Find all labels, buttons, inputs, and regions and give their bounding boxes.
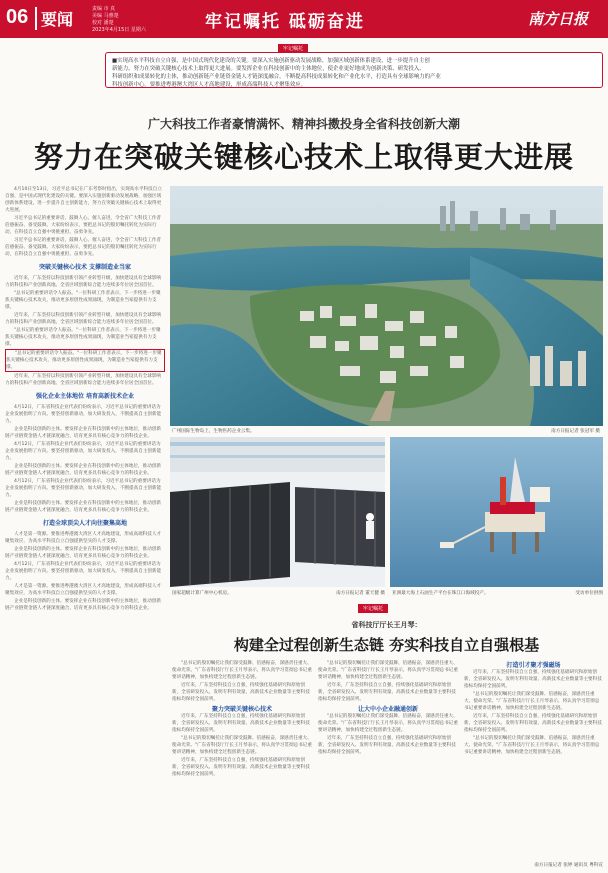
paragraph: 近年来，广东坚持科技自立自强，持续强化基础研究和原始创新，全省研发投入、发明专利有效量、高新技术企业数量等主要科技指标均保持全国前列。: [172, 714, 310, 733]
rig-photo-credit: 受访单位供图: [575, 591, 603, 596]
paragraph: 4月10日至13日，习近平总书记在广东考察时指出，实现高水平科技自立自强，是中国式现代化建设的关键。要深入实施创新驱动发展战略，加强区域创新体系建设，进一步提升自主创新能力，努力在突破关键核心技术上取得更大进展。: [5, 187, 162, 213]
paragraph: 4月12日，广东省科技企业代表们纷纷表示，习近平总书记的重要讲话为企业发展指明了方向。要坚持创新驱动，加大研发投入，不断提高自主创新能力。: [5, 405, 162, 424]
paragraph: "总书记的殷切嘱托让我们深受鼓舞、倍感振奋，深感责任重大、使命光荣。"广东省科技厅厅长王月琴表示，将认真学习贯彻总书记重要讲话精神，加快构建全过程创新生态链。: [172, 661, 312, 680]
paragraph: "总书记的殷切嘱托让我们深受鼓舞、倍感振奋，深感责任重大、使命光荣。"广东省科技厅厅长王月琴表示，将认真学习贯彻总书记重要讲话精神，加快构建全过程创新生态链。: [464, 692, 600, 711]
left-article-column: [5, 186, 165, 856]
paragraph: "总书记的殷切嘱托让我们深受鼓舞、倍感振奋，深感责任重大、使命光荣。"广东省科技厅厅长王月琴表示，将认真学习贯彻总书记重要讲话精神，加快构建全过程创新生态链。: [318, 661, 458, 680]
paragraph: 4月12日，广东省科技企业代表们纷纷表示，习近平总书记的重要讲话为企业发展指明了方向。要坚持创新驱动，加大研发投入，不断提高自主创新能力。: [5, 562, 162, 581]
section-subhead: 打造引才聚才强磁场: [506, 662, 561, 669]
section-subhead: 强化企业主体地位 培育高新技术企业: [35, 393, 135, 400]
paragraph: 企业是科技创新的主体。要发挥企业在科技创新中的主体地位，推动创新链产业链资金链人才链深度融合，培育更多具有核心竞争力的科技企业。: [5, 547, 162, 559]
paragraph: 人才是第一资源。要推进粤港澳大湾区人才高地建设，形成高端科技人才聚集效应，为高水平科技自立自强提供坚实的人才支撑。: [5, 532, 162, 544]
oil-rig-photo: [390, 437, 603, 587]
header-slogan: 牢记嘱托 砥砺奋进: [205, 12, 365, 32]
paragraph: 人才是第一资源。要推进粤港澳大湾区人才高地建设，形成高端科技人才聚集效应，为高水平科技自立自强提供坚实的人才支撑。: [5, 584, 162, 596]
second-article-subheadline: 省科技厅厅长王月琴：: [351, 620, 422, 629]
server-room-photo: [170, 437, 385, 587]
paragraph: "总书记的重要讲话令人振奋。"一位科研工作者表示，下一步将进一步聚焦关键核心技术攻关，推动更多原创性成果涌现，为制造业当家提供有力支撑。: [5, 291, 161, 310]
paragraph: 近年来，广东坚持以科技创新引领产业转型升级，加快建设具有全球影响力的科技和产业创新高地。全省区域创新综合能力连续多年位居全国首位。: [5, 276, 162, 288]
key-tips-label: 牢记嘱托: [278, 44, 308, 53]
paragraph: "总书记的重要讲话令人振奋。"一位科研工作者表示，下一步将进一步聚焦关键核心技术攻关，推动更多原创性成果涌现，为制造业当家提供有力支撑。: [5, 328, 161, 347]
paragraph: 习近平总书记的重要讲话，鼓舞人心、催人奋进，令全省广大科技工作者倍感振奋、备受鼓舞。大家纷纷表示，要把总书记的殷切嘱托转化为实际行动，在科技自立自强中勇挑重担、奋勇争先。: [5, 238, 162, 257]
article-subheadline: 广大科技工作者豪情满怀、精神抖擞投身全省科技创新大潮: [147, 117, 460, 131]
second-article-headline: 构建全过程创新生态链 夯实科技自立自强根基: [233, 636, 540, 654]
key-tips-box: ■实现高水平科技自立自强，是中国式现代化建设的关键。要深入实施创新驱动发展战略，加强区域创新体系建设，进一步提升自主创 新能力，努力在突破关键核心技术上取得更大进展。要发挥企业在科技创新中的主体地位，使企业更好地成为创新决策、研发投入、 科研组织和成果转化的主体，推动创新链产业链资金链人才链深度融合，不断提高科技成果转化和产业化水平，打造具有全球影响力的产业 科技创新中心。要推进粤港澳大湾区人才高地建设，形成高端科技人才聚集效应。: [105, 52, 603, 88]
second-article-label: 牢记嘱托: [358, 604, 388, 613]
paragraph: 近年来，广东坚持以科技创新引领产业转型升级，加快建设具有全球影响力的科技和产业创新高地。全省区域创新综合能力连续多年位居全国首位。: [5, 313, 162, 325]
section-subhead: 聚力突破关键核心技术: [211, 706, 272, 713]
paragraph: 近年来，广东坚持以科技创新引领产业转型升级，加快建设具有全球影响力的科技和产业创新高地。全省区域创新综合能力连续多年位居全国首位。: [5, 374, 162, 386]
page-number: 06: [6, 6, 29, 28]
paragraph: 近年来，广东坚持科技自立自强，持续强化基础研究和原始创新，全省研发投入、发明专利有效量、高新技术企业数量等主要科技指标均保持全国前列。: [172, 758, 310, 777]
paragraph: "总书记的殷切嘱托让我们深受鼓舞、倍感振奋，深感责任重大、使命光荣。"广东省科技厅厅长王月琴表示，将认真学习贯彻总书记重要讲话精神，加快构建全过程创新生态链。: [464, 736, 600, 755]
page-meta: 责编 市 真 美编 马雅楚 校对 潘楚 2023年4月15日 星期六: [92, 6, 146, 33]
paragraph: "总书记的殷切嘱托让我们深受鼓舞、倍感振奋，深感责任重大、使命光荣。"广东省科技厅厅长王月琴表示，将认真学习贯彻总书记重要讲话精神，加快构建全过程创新生态链。: [172, 736, 312, 755]
second-article-col-3: [464, 660, 603, 860]
server-photo-credit: 南方日报记者 董天健 摄: [336, 591, 385, 596]
paragraph: 4月12日，广东省科技企业代表们纷纷表示，习近平总书记的重要讲话为企业发展指明了方向。要坚持创新驱动，加大研发投入，不断提高自主创新能力。: [5, 479, 162, 498]
section-subhead: 打造全球顶尖人才向往聚集高地: [42, 520, 127, 527]
island-aerial-photo: [170, 186, 603, 426]
article-headline: 努力在突破关键核心技术上取得更大进展: [33, 140, 574, 174]
section-subhead: 让大中小企业融通创新: [357, 706, 418, 713]
paragraph: 近年来，广东坚持科技自立自强，持续强化基础研究和原始创新，全省研发投入、发明专利有效量、高新技术企业数量等主要科技指标均保持全国前列。: [318, 683, 456, 702]
highlighted-paragraph: "总书记的重要讲话令人振奋。"一位科研工作者表示，下一步将进一步聚焦关键核心技术攻关，推动更多原创性成果涌现，为制造业当家提供有力支撑。: [5, 349, 165, 372]
section-subhead: 突破关键核心技术 支撑制造业当家: [38, 264, 132, 271]
paragraph: 4月12日，广东省科技企业代表们纷纷表示，习近平总书记的重要讲话为企业发展指明了方向。要坚持创新驱动，加大研发投入，不断提高自主创新能力。: [5, 442, 162, 461]
paragraph: 企业是科技创新的主体。要发挥企业在科技创新中的主体地位，推动创新链产业链资金链人才链深度融合，培育更多具有核心竞争力的科技企业。: [5, 501, 162, 513]
second-article-col-1: [172, 660, 312, 865]
newspaper-logo: 南方日报: [528, 10, 589, 28]
paragraph: 企业是科技创新的主体。要发挥企业在科技创新中的主体地位，推动创新链产业链资金链人才链深度融合，培育更多具有核心竞争力的科技企业。: [5, 464, 162, 476]
rig-photo-caption: 亚洲最大海上石油生产平台在珠江口海域投产。: [392, 591, 489, 596]
main-photo-caption: 广州国际生物岛上，生物医药企业云集。: [172, 429, 255, 434]
paragraph: 近年来，广东坚持科技自立自强，持续强化基础研究和原始创新，全省研发投入、发明专利有效量、高新技术企业数量等主要科技指标均保持全国前列。: [464, 670, 602, 689]
paragraph: 近年来，广东坚持科技自立自强，持续强化基础研究和原始创新，全省研发投入、发明专利有效量、高新技术企业数量等主要科技指标均保持全国前列。: [318, 736, 456, 755]
paragraph: 近年来，广东坚持科技自立自强，持续强化基础研究和原始创新，全省研发投入、发明专利有效量、高新技术企业数量等主要科技指标均保持全国前列。: [464, 714, 602, 733]
second-article-col-2: [318, 660, 458, 865]
second-article-byline: 南方日报记者 张婷 通讯员 粤科宣: [534, 863, 603, 868]
paragraph: 习近平总书记的重要讲话，鼓舞人心、催人奋进，令全省广大科技工作者倍感振奋、备受鼓舞。大家纷纷表示，要把总书记的殷切嘱托转化为实际行动，在科技自立自强中勇挑重担、奋勇争先。: [5, 216, 162, 235]
paragraph: 企业是科技创新的主体。要发挥企业在科技创新中的主体地位，推动创新链产业链资金链人才链深度融合，培育更多具有核心竞争力的科技企业。: [5, 427, 162, 439]
main-photo-credit: 南方日报记者 张冠军 摄: [551, 429, 600, 434]
section-title: 要闻: [35, 7, 73, 30]
paragraph: "总书记的殷切嘱托让我们深受鼓舞、倍感振奋，深感责任重大、使命光荣。"广东省科技厅厅长王月琴表示，将认真学习贯彻总书记重要讲话精神，加快构建全过程创新生态链。: [318, 714, 458, 733]
paragraph: 近年来，广东坚持科技自立自强，持续强化基础研究和原始创新，全省研发投入、发明专利有效量、高新技术企业数量等主要科技指标均保持全国前列。: [172, 683, 310, 702]
server-photo-caption: 国家超级计算广州中心机房。: [172, 591, 232, 596]
paragraph: 企业是科技创新的主体。要发挥企业在科技创新中的主体地位，推动创新链产业链资金链人才链深度融合，培育更多具有核心竞争力的科技企业。: [5, 599, 162, 611]
